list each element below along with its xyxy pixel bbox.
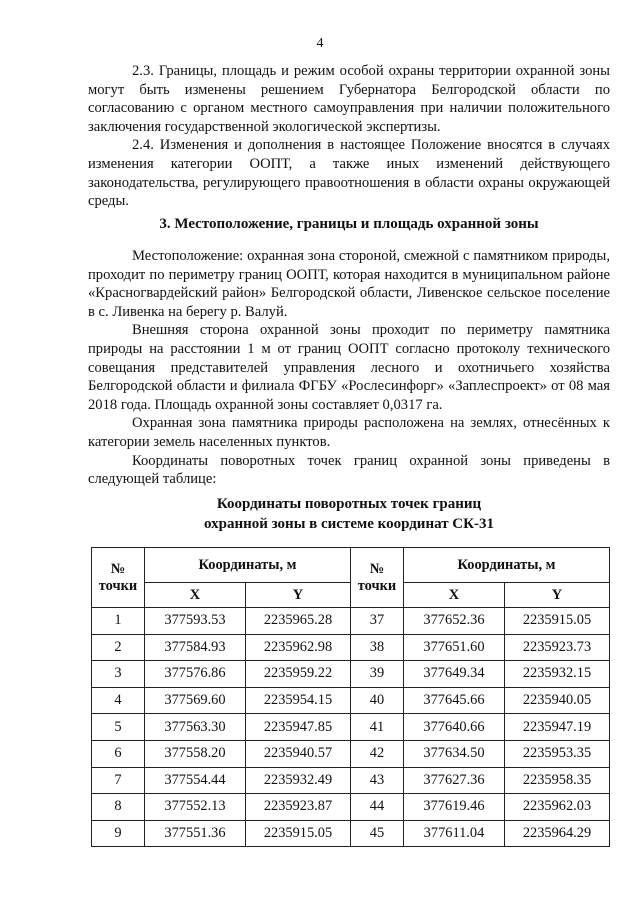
y-coordinate-cell: 2235932.49 [246,767,351,794]
y-coordinate-cell: 2235958.35 [505,767,610,794]
y-coordinate-cell: 2235915.05 [246,820,351,847]
y-coordinate-cell: 2235965.28 [246,608,351,635]
y-coordinate-cell: 2235915.05 [505,608,610,635]
x-coordinate-cell: 377554.44 [145,767,246,794]
x-coordinate-cell: 377551.36 [145,820,246,847]
table-row [92,661,610,688]
y-coordinate-cell: 2235947.19 [505,714,610,741]
x-coordinate-cell: 377593.53 [145,608,246,635]
point-number-cell: 39 [351,661,404,688]
y-header-right: Y [505,583,610,608]
y-coordinate-cell: 2235964.29 [505,820,610,847]
x-coordinate-cell: 377569.60 [145,687,246,714]
y-coordinate-cell: 2235947.85 [246,714,351,741]
y-coordinate-cell: 2235932.15 [505,661,610,688]
y-coordinate-cell: 2235954.15 [246,687,351,714]
x-header-left: X [145,583,246,608]
table-row [92,634,610,661]
num-sign: № [369,560,385,577]
paragraph-location: Местоположение: охранная зона стороной, смежной с памятником природы, проходит по периметру границ ООПТ, которая находится в муниципальном районе «Красногвардейский район» Белгородской области, Ливенское сельское поселение в с. Ливенка на берегу р. Валуй. [88,248,610,320]
x-coordinate-cell: 377652.36 [404,608,505,635]
x-coordinate-cell: 377640.66 [404,714,505,741]
x-coordinate-cell: 377649.34 [404,661,505,688]
x-header-right: X [404,583,505,608]
table-row [92,687,610,714]
x-coordinate-cell: 377627.36 [404,767,505,794]
table-title-line-1: Координаты поворотных точек границ [216,496,482,512]
point-number-cell: 3 [92,661,145,688]
page-number: 4 [316,36,324,51]
y-coordinate-cell: 2235923.87 [246,794,351,821]
table-row [92,608,610,635]
coords-header-right: Координаты, м [404,548,610,583]
x-coordinate-cell: 377552.13 [145,794,246,821]
point-number-cell: 2 [92,634,145,661]
table-row [92,740,610,767]
point-number-cell: 42 [351,740,404,767]
x-coordinate-cell: 377584.93 [145,634,246,661]
table-title [88,494,610,534]
paragraph-2-4: 2.4. Изменения и дополнения в настоящее Положение вносятся в случаях изменения категории ООПТ, а также иных изменений действующего законодательства, регулирующего правоотношения в области охраны окружающей среды. [88,137,610,210]
x-coordinate-cell: 377558.20 [145,740,246,767]
y-coordinate-cell: 2235923.73 [505,634,610,661]
paragraph-table-intro: Координаты поворотных точек границ охранной зоны приведены в следующей таблице: [88,452,610,488]
point-word: точки [98,577,138,594]
point-number-cell: 38 [351,634,404,661]
x-coordinate-cell: 377611.04 [404,820,505,847]
point-number-header-left [92,548,145,608]
paragraph-land-category: Охранная зона памятника природы расположена на землях, отнесённых к категории земель населенных пунктов. [88,415,610,450]
point-number-cell: 5 [92,714,145,741]
y-coordinate-cell: 2235940.57 [246,740,351,767]
point-number-cell: 7 [92,767,145,794]
x-coordinate-cell: 377563.30 [145,714,246,741]
y-coordinate-cell: 2235940.05 [505,687,610,714]
point-number-cell: 43 [351,767,404,794]
coordinates-table [91,547,610,847]
table-row [92,767,610,794]
table-title-line-2: охранной зоны в системе координат СК-31 [203,516,495,532]
x-coordinate-cell: 377634.50 [404,740,505,767]
x-coordinate-cell: 377576.86 [145,661,246,688]
point-number-header-right [351,548,404,608]
y-coordinate-cell: 2235962.03 [505,794,610,821]
table-row [92,714,610,741]
x-coordinate-cell: 377651.60 [404,634,505,661]
intro-text-block [88,62,610,211]
y-coordinate-cell: 2235953.35 [505,740,610,767]
point-number-cell: 40 [351,687,404,714]
section-3-text-block [88,247,610,489]
coords-header-left: Координаты, м [145,548,351,583]
x-coordinate-cell: 377619.46 [404,794,505,821]
num-sign: № [110,560,126,577]
point-number-cell: 9 [92,820,145,847]
y-header-left: Y [246,583,351,608]
point-number-cell: 45 [351,820,404,847]
point-number-cell: 4 [92,687,145,714]
y-coordinate-cell: 2235962.98 [246,634,351,661]
point-number-cell: 44 [351,794,404,821]
section-heading: 3. Местоположение, границы и площадь охранной зоны [159,216,539,232]
paragraph-outer-boundary: Внешняя сторона охранной зоны проходит по периметру памятника природы на расстоянии 1 м от границ ООПТ согласно протоколу технического совещания представителей управления лесного и охотничьего хозяйства Белгородской области и филиала ФГБУ «Рослесинфорг» «Заплеспроект» от 08 мая 2018 года. Площадь охранной зоны составляет 0,0317 га. [88,322,610,413]
table-row [92,794,610,821]
paragraph-2-3: 2.3. Границы, площадь и режим особой охраны территории охранной зоны могут быть изменены решением Губернатора Белгородской области по согласованию с органом местного самоуправления при наличии положительного заключения государственной экологической экспертизы. [88,63,610,135]
point-number-cell: 6 [92,740,145,767]
table-row [92,820,610,847]
point-number-cell: 8 [92,794,145,821]
point-number-cell: 1 [92,608,145,635]
y-coordinate-cell: 2235959.22 [246,661,351,688]
point-number-cell: 41 [351,714,404,741]
point-word: точки [357,577,397,594]
x-coordinate-cell: 377645.66 [404,687,505,714]
point-number-cell: 37 [351,608,404,635]
